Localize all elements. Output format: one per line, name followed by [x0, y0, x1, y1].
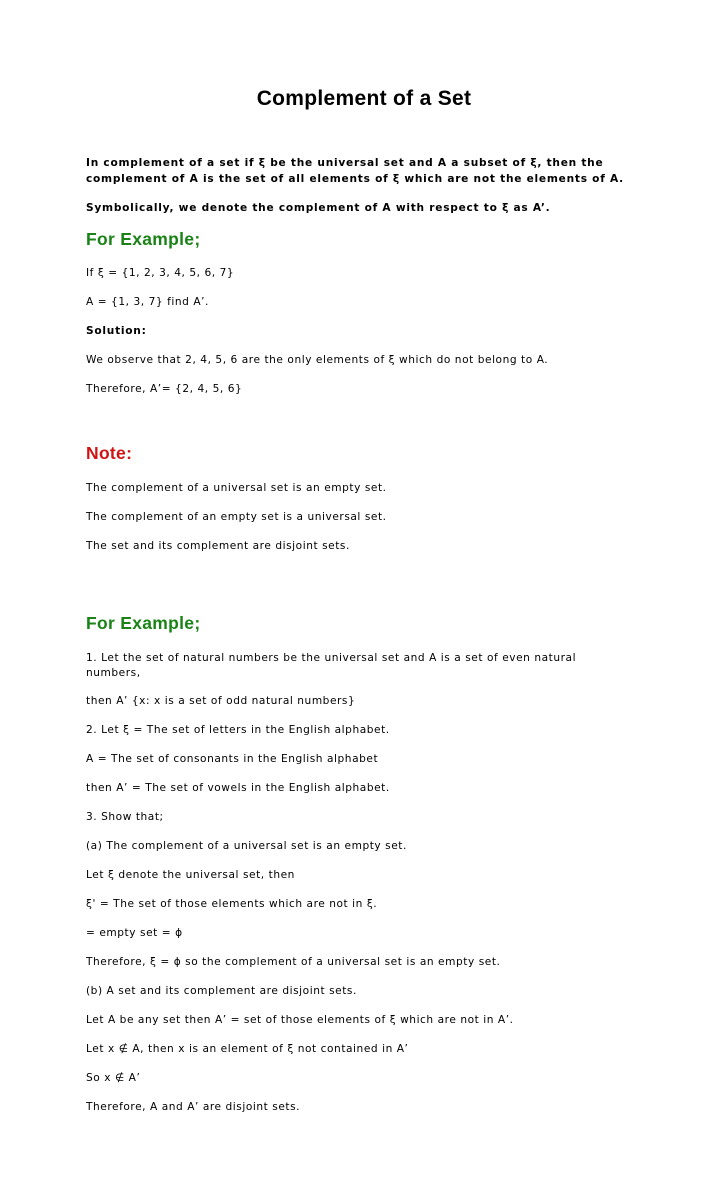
example2-line: Let x ∉ A, then x is an element of ξ not contained in A’	[86, 1043, 409, 1055]
note-line: The complement of a universal set is an empty set.	[86, 482, 387, 494]
example1-heading: For Example;	[86, 229, 201, 249]
example2-line: 3. Show that;	[86, 811, 164, 823]
example1-line: A = {1, 3, 7} find A’.	[86, 296, 209, 308]
note-line: The set and its complement are disjoint sets.	[86, 540, 350, 552]
example2-line: Let A be any set then A’ = set of those elements of ξ which are not in A’.	[86, 1014, 514, 1026]
intro-line-1: In complement of a set if ξ be the universal set and A a subset of ξ, then the	[86, 157, 604, 169]
example2-line: So x ∉ A’	[86, 1072, 141, 1084]
example2-line: Therefore, ξ = ϕ so the complement of a universal set is an empty set.	[86, 956, 501, 968]
example2-line: Therefore, A and A’ are disjoint sets.	[86, 1101, 301, 1113]
note-heading: Note:	[86, 443, 133, 463]
example2-line: (a) The complement of a universal set is an empty set.	[86, 840, 407, 852]
example2-line: Let ξ denote the universal set, then	[86, 869, 295, 881]
example2-line: = empty set = ϕ	[86, 927, 183, 939]
example2-line: 2. Let ξ = The set of letters in the English alphabet.	[86, 724, 390, 736]
example2-line: A = The set of consonants in the English alphabet	[86, 753, 379, 765]
example2-line: ξ' = The set of those elements which are not in ξ.	[86, 898, 378, 910]
example1-line: If ξ = {1, 2, 3, 4, 5, 6, 7}	[86, 267, 235, 279]
example2-line: then A’ = The set of vowels in the English alphabet.	[86, 782, 390, 794]
example2-line: (b) A set and its complement are disjoint sets.	[86, 985, 357, 997]
intro-symbolic: Symbolically, we denote the complement of A with respect to ξ as A’.	[86, 202, 551, 214]
intro-line-2: complement of A is the set of all elements of ξ which are not the elements of A.	[86, 173, 624, 185]
example1-line: Therefore, A’= {2, 4, 5, 6}	[86, 383, 243, 395]
example2-heading: For Example;	[86, 613, 201, 633]
example1-line: We observe that 2, 4, 5, 6 are the only elements of ξ which do not belong to A.	[86, 354, 549, 366]
example2-line: 1. Let the set of natural numbers be the universal set and A is a set of even natural	[86, 652, 577, 664]
page-title: Complement of a Set	[256, 87, 472, 110]
note-line: The complement of an empty set is a universal set.	[86, 511, 387, 523]
example2-line: then A’ {x: x is a set of odd natural numbers}	[86, 695, 356, 707]
solution-label: Solution:	[86, 325, 147, 337]
example2-line: numbers,	[86, 667, 141, 679]
